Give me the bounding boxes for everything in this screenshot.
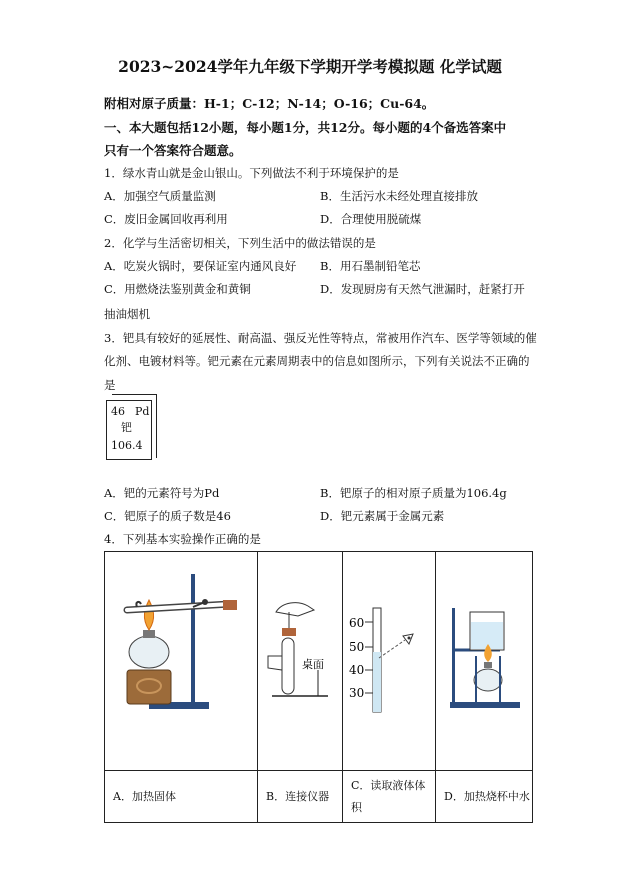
figure-reading-cylinder — [343, 552, 436, 771]
caption-d — [436, 771, 533, 823]
q3-stem-line2: 化剂、电镀材料等。钯元素在元素周期表中的信息如图所示，下列有关说法不正确的 — [104, 354, 530, 368]
element-symbol: Pd — [135, 405, 150, 418]
caption-c-line1: C．读取液体体 — [351, 778, 426, 792]
figure-connecting-apparatus — [258, 552, 343, 771]
tick-30: 30 — [349, 686, 365, 700]
desk-label: 桌面 — [302, 658, 324, 671]
figure-heating-solid — [105, 552, 258, 771]
section-heading-line1: 一、本大题包括12小题，每小题1分，共12分。每小题的4个备选答案中 — [104, 120, 507, 135]
q3-option-a: A．钯的元素符号为Pd — [104, 486, 220, 500]
q1-option-c: C．废旧金属回收再利用 — [104, 212, 228, 226]
element-mass: 106.4 — [111, 439, 143, 452]
section-heading-line2: 只有一个答案符合题意。 — [104, 143, 242, 158]
caption-b-text: B．连接仪器 — [266, 789, 330, 803]
q2-option-d: D．发现厨房有天然气泄漏时，赶紧打开 — [320, 282, 525, 296]
atomic-masses: 附相对原子质量：H-1；C-12；N-14；O-16；Cu-64。 — [104, 96, 435, 111]
q1-option-b: B．生活污水未经处理直接排放 — [320, 189, 478, 203]
figure-heating-beaker — [436, 552, 533, 771]
tick-50: 50 — [349, 640, 365, 654]
q2-option-c: C．用燃烧法鉴别黄金和黄铜 — [104, 282, 251, 296]
caption-c-line2: 积 — [351, 800, 362, 814]
q2-option-a: A．吃炭火锅时，要保证室内通风良好 — [104, 259, 297, 273]
q3-option-b: B．钯原子的相对原子质量为106.4g — [320, 486, 507, 500]
caption-d-text: D．加热烧杯中水 — [444, 789, 530, 803]
caption-b — [258, 771, 343, 823]
q3-stem-line1: 3．钯具有较好的延展性、耐高温、强反光性等特点，常被用作汽车、医学等领域的催 — [104, 331, 537, 345]
element-name: 钯 — [121, 421, 132, 434]
q3-stem-line3: 是 — [104, 378, 116, 392]
experiment-table — [104, 551, 533, 823]
caption-a-text: A．加热固体 — [113, 789, 176, 803]
q3-option-c: C．钯原子的质子数是46 — [104, 509, 231, 523]
tick-60: 60 — [349, 616, 365, 630]
tick-40: 40 — [349, 663, 365, 677]
caption-c — [343, 771, 436, 823]
q2-option-d-continued: 抽油烟机 — [104, 307, 150, 321]
q3-option-d: D．钯元素属于金属元素 — [320, 509, 445, 523]
q2-stem: 2．化学与生活密切相关，下列生活中的做法错误的是 — [104, 236, 376, 250]
q1-option-d: D．合理使用脱硫煤 — [320, 212, 422, 226]
q4-stem: 4．下列基本实验操作正确的是 — [104, 532, 261, 546]
caption-a — [105, 771, 258, 823]
page-title: 2023~2024学年九年级下学期开学考模拟题 化学试题 — [118, 57, 502, 76]
q1-option-a: A．加强空气质量监测 — [104, 189, 216, 203]
element-number: 46 — [111, 405, 125, 418]
element-card — [106, 400, 152, 460]
q2-option-b: B．用石墨制铅笔芯 — [320, 259, 421, 273]
q1-stem: 1．绿水青山就是金山银山。下列做法不利于环境保护的是 — [104, 166, 399, 180]
